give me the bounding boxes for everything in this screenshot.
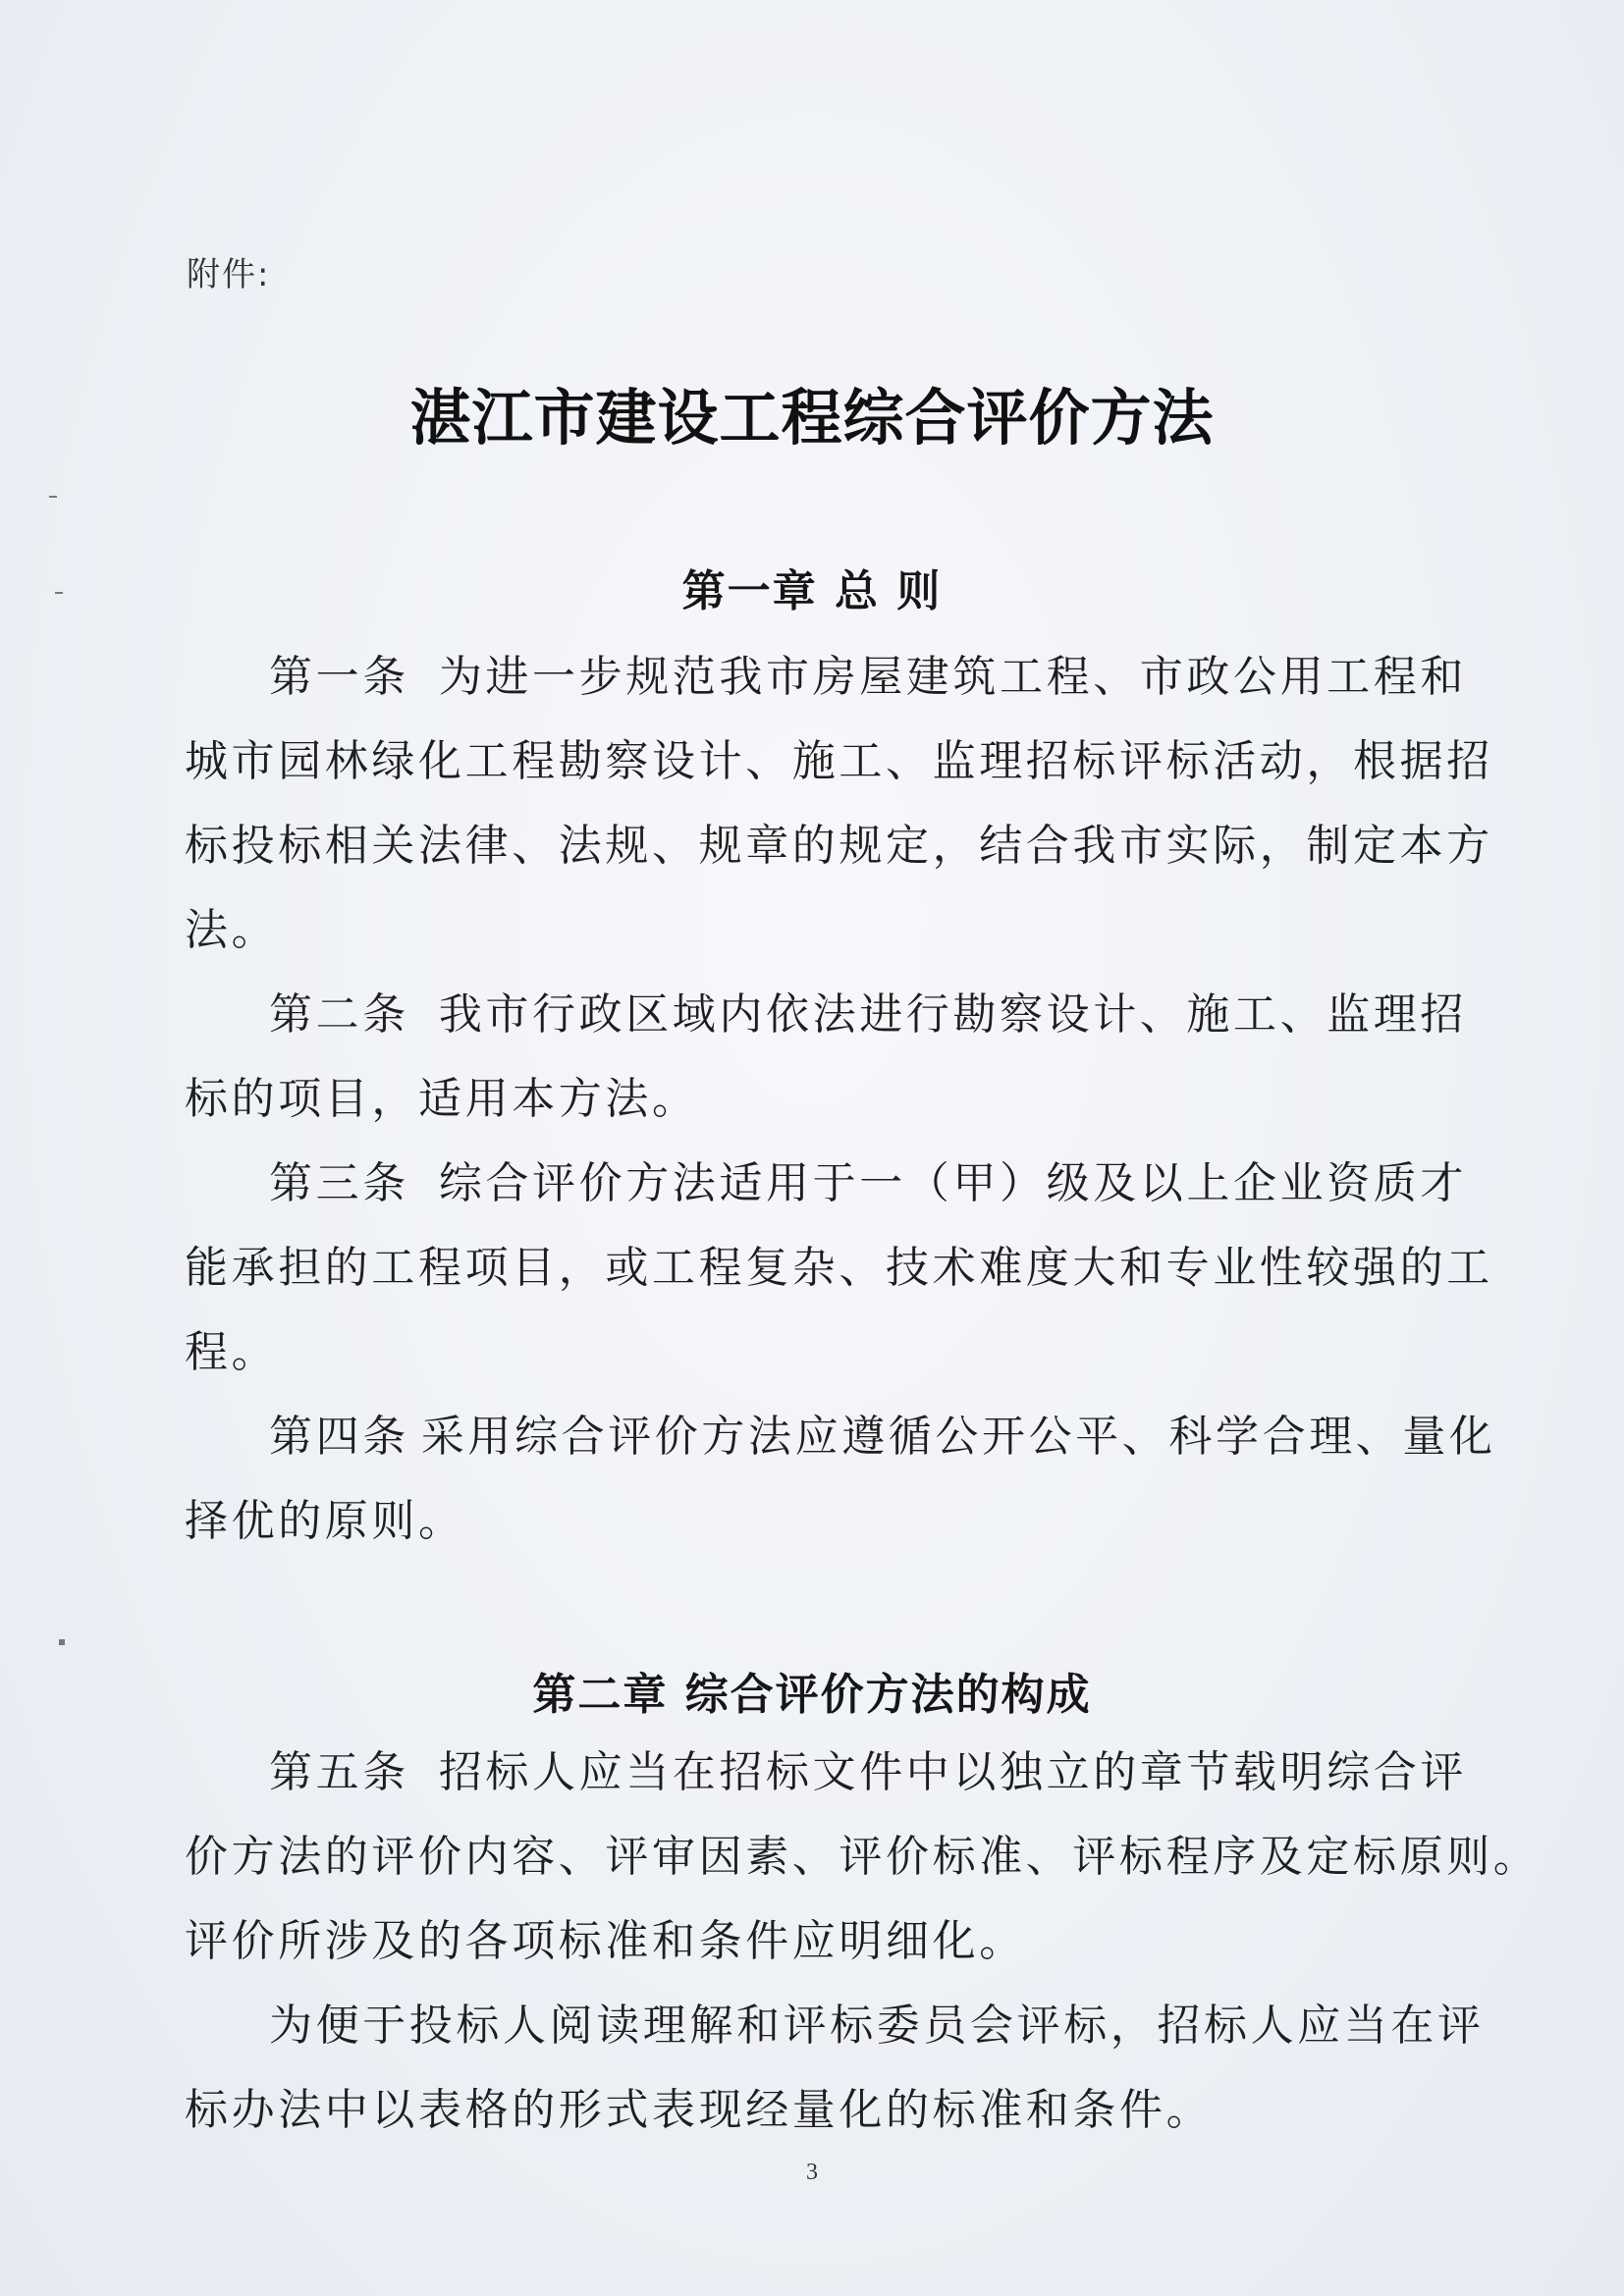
article-3-line-1: 第三条 综合评价方法适用于一（甲）级及以上企业资质才 [269, 1158, 1468, 1208]
chapter-1-heading: 第一章 总 则 [681, 566, 943, 616]
article-1-line-3: 标投标相关法律、法规、规章的规定，结合我市实际，制定本方 [185, 821, 1493, 871]
article-2-line-1: 第二条 我市行政区域内依法进行勘察设计、施工、监理招 [269, 989, 1468, 1040]
page-number: 3 [806, 2160, 818, 2185]
document-title: 湛江市建设工程综合评价方法 [409, 382, 1215, 454]
article-label: 第四条 [269, 1412, 409, 1462]
article-4-line-2: 择优的原则。 [185, 1496, 465, 1546]
article-3-line-3: 程。 [185, 1327, 279, 1377]
article-1-line-2: 城市园林绿化工程勘察设计、施工、监理招标评标活动，根据招 [185, 736, 1493, 786]
article-4-line-1: 第四条 采用综合评价方法应遵循公开公平、科学合理、量化 [269, 1412, 1496, 1462]
article-1-line-4: 法。 [185, 905, 279, 955]
scan-speck [49, 496, 57, 498]
article-2-line-2: 标的项目，适用本方法。 [185, 1074, 699, 1124]
scan-speck [59, 1639, 65, 1645]
article-label: 第二条 [269, 989, 409, 1040]
article-label: 第一条 [269, 652, 409, 702]
attachment-label: 附件: [187, 255, 271, 294]
article-5-line-2: 价方法的评价内容、评审因素、评价标准、评标程序及定标原则。 [185, 1832, 1541, 1882]
article-label: 第五条 [269, 1747, 409, 1797]
article-label: 第三条 [269, 1158, 409, 1208]
scan-speck [55, 592, 63, 594]
article-3-line-2: 能承担的工程项目，或工程复杂、技术难度大和专业性较强的工 [185, 1243, 1493, 1293]
article-1-line-1: 第一条 为进一步规范我市房屋建筑工程、市政公用工程和 [269, 652, 1468, 702]
chapter-2-heading: 第二章 综合评价方法的构成 [532, 1670, 1092, 1720]
article-5-line-1: 第五条 招标人应当在招标文件中以独立的章节载明综合评 [269, 1747, 1468, 1797]
paragraph-line-2: 标办法中以表格的形式表现经量化的标准和条件。 [185, 2085, 1214, 2135]
paragraph-line-1: 为便于投标人阅读理解和评标委员会评标，招标人应当在评 [269, 2001, 1485, 2051]
article-5-line-3: 评价所涉及的各项标准和条件应明细化。 [185, 1916, 1026, 1966]
